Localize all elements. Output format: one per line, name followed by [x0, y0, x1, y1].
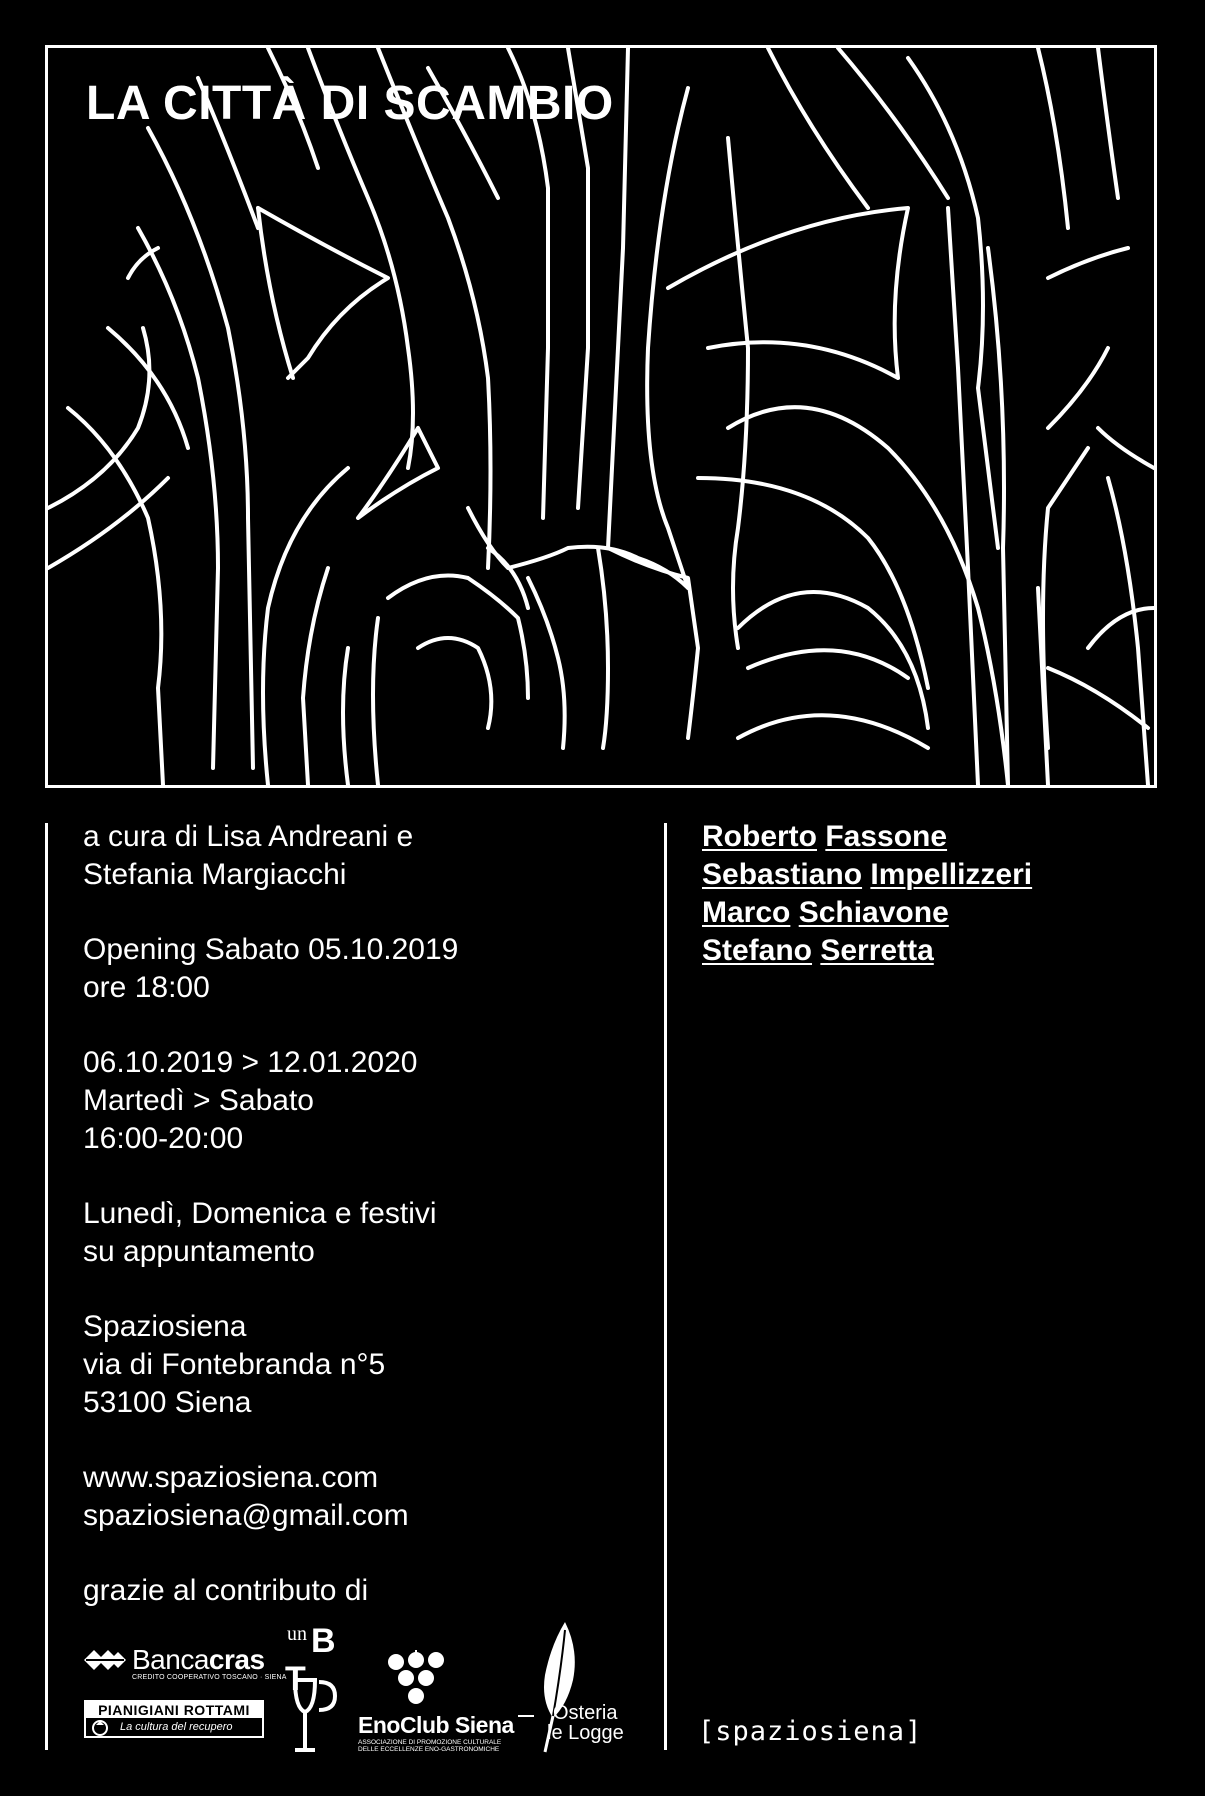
appointment-note: Lunedì, Domenica e festivi su appuntamento: [83, 1197, 437, 1268]
unbt-logo: [285, 1620, 345, 1755]
svg-text:B: B: [311, 1622, 336, 1660]
artist-name: Stefano Serretta: [702, 934, 934, 967]
address: Spaziosiena via di Fontebranda n°5 53100 Siena: [83, 1310, 386, 1419]
info-column: [83, 818, 643, 1647]
artist-name: Roberto Fassone: [702, 820, 948, 853]
curators: a cura di Lisa Andreani e Stefania Margiacchi: [83, 820, 414, 891]
spaziosiena-brand: [spaziosiena]: [698, 1716, 923, 1747]
center-divider: [664, 823, 667, 1750]
artwork-frame: [45, 45, 1157, 788]
line-drawing-artwork: [48, 48, 1154, 785]
left-divider: [45, 823, 48, 1750]
contacts: [83, 1459, 643, 1535]
website-link[interactable]: www.spaziosiena.com: [83, 1461, 379, 1494]
bancacras-mark-icon: [84, 1648, 126, 1672]
artist-name: Sebastiano Impellizzeri: [702, 858, 1033, 891]
recycle-icon: [90, 1719, 110, 1737]
email-link[interactable]: spaziosiena@gmail.com: [83, 1499, 409, 1532]
svg-text:un: un: [287, 1623, 307, 1645]
bancacras-logo: Bancacras CREDITO COOPERATIVO TOSCANO · SIENA: [84, 1644, 265, 1676]
enoclub-logo: EnoClub Siena ASSOCIAZIONE DI PROMOZIONE CULTURALE DELLE ECCELLENZE ENO-GASTRONOMICHE: [358, 1650, 518, 1755]
opening: Opening Sabato 05.10.2019 ore 18:00: [83, 933, 459, 1004]
exhibition-title: LA CITTÀ DI SCAMBIO: [86, 77, 614, 130]
thanks-line: grazie al contributo di: [83, 1574, 369, 1607]
exhibition-dates: 06.10.2019 > 12.01.2020 Martedì > Sabato 16:00-20:00: [83, 1046, 418, 1155]
artists-list: [702, 818, 1032, 970]
svg-text:T: T: [285, 1660, 306, 1698]
grapes-icon: [386, 1650, 456, 1710]
artist-name: Marco Schiavone: [702, 896, 949, 929]
pianigiani-logo: PIANIGIANI ROTTAMI La cultura del recupero: [84, 1700, 264, 1738]
wine-glass-icon: [285, 1620, 345, 1755]
sponsor-logos: [80, 1620, 650, 1755]
osteria-le-logge-logo: Osteria le Logge: [535, 1620, 635, 1755]
logo-separator: [518, 1715, 534, 1717]
